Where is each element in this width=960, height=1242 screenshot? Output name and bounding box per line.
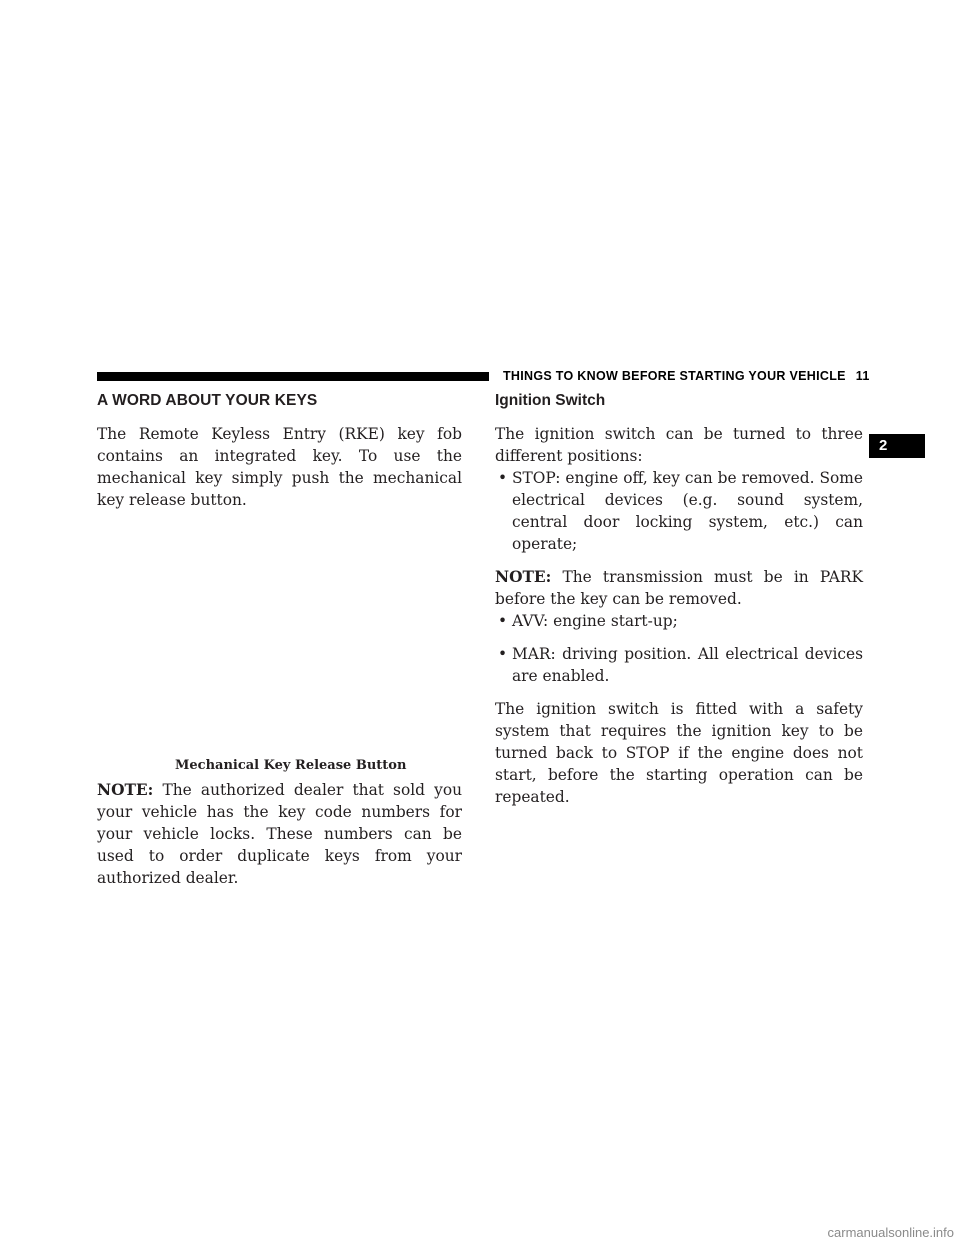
figure-caption: Mechanical Key Release Button	[175, 758, 407, 773]
note-text: The transmission must be in PARK before the key can be removed.	[495, 568, 863, 608]
chapter-tab: 2	[869, 434, 925, 458]
bullet-glyph: •	[498, 469, 508, 487]
list-item-mar: • MAR: driving position. All electrical devices are enabled.	[498, 645, 863, 685]
bullet-glyph: •	[498, 645, 508, 663]
keys-note-paragraph	[97, 779, 462, 889]
right-column	[495, 390, 863, 808]
note-label: NOTE:	[97, 781, 154, 799]
header-rule	[97, 372, 489, 381]
section-heading-keys: A WORD ABOUT YOUR KEYS	[97, 392, 318, 409]
running-header	[503, 369, 870, 383]
ignition-note-paragraph	[495, 566, 863, 610]
ignition-positions-list-continued	[495, 610, 863, 687]
running-header-title: THINGS TO KNOW BEFORE STARTING YOUR VEHICLE	[503, 369, 846, 383]
section-heading-ignition: Ignition Switch	[495, 392, 606, 409]
keys-intro-paragraph: The Remote Keyless Entry (RKE) key fob contains an integrated key. To use the mechanical key simply push the mechanical key release button.	[97, 425, 462, 509]
note-text: The authorized dealer that sold you your vehicle has the key code numbers for your vehicle locks. These numbers can be used to order duplicate keys from your authorized dealer.	[97, 781, 462, 887]
watermark: carmanualsonline.info	[827, 1225, 954, 1240]
ignition-positions-list	[495, 467, 863, 555]
ignition-intro-paragraph: The ignition switch can be turned to three different positions:	[495, 425, 863, 465]
page-number: 11	[855, 369, 870, 383]
ignition-closing-paragraph: The ignition switch is fitted with a safety system that requires the ignition key to be turned back to STOP if the engine does not start, before the starting operation can be repeated.	[495, 700, 863, 806]
list-item-stop: • STOP: engine off, key can be removed. Some electrical devices (e.g. sound system, central door locking system, etc.) can operate;	[498, 469, 863, 553]
key-figure-area	[97, 517, 462, 757]
list-item-avv: • AVV: engine start-up;	[498, 612, 678, 630]
note-label: NOTE:	[495, 568, 552, 586]
left-column	[97, 390, 462, 889]
bullet-glyph: •	[498, 612, 508, 630]
